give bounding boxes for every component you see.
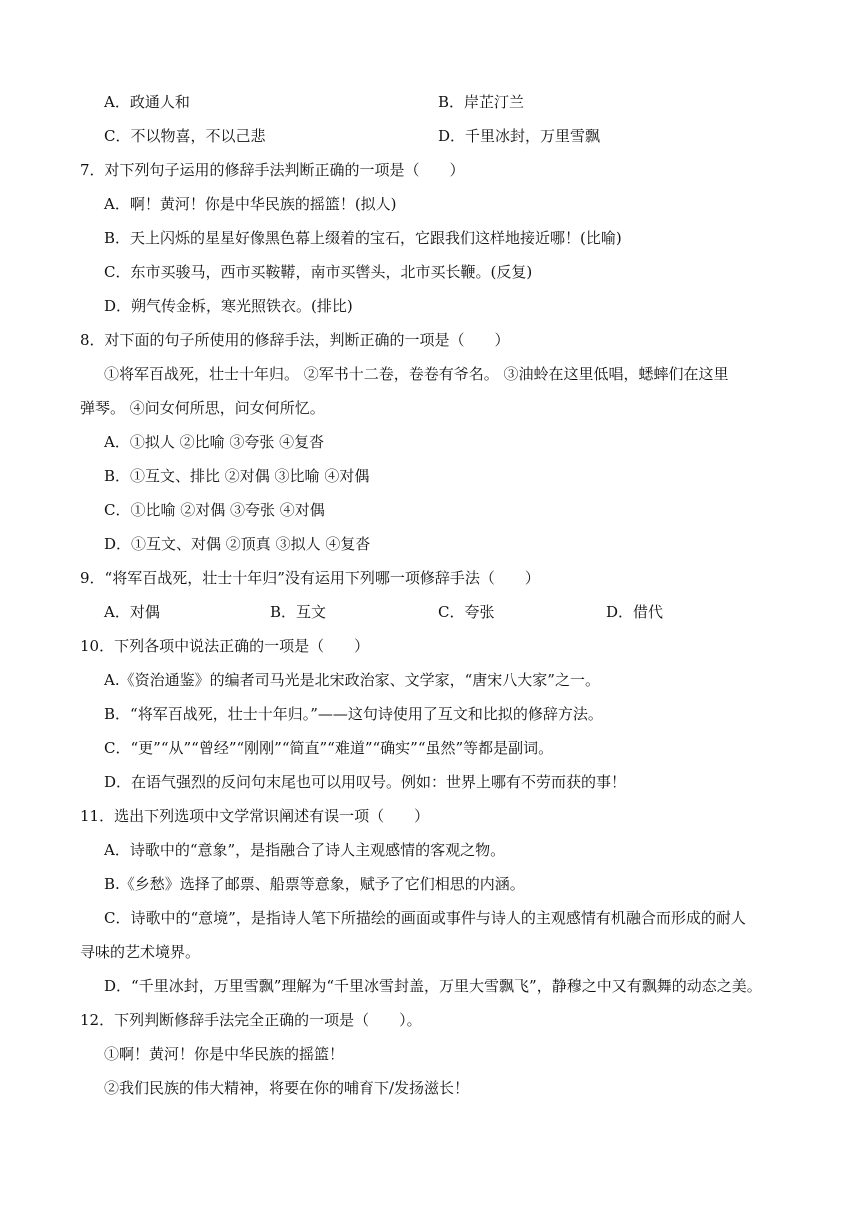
q6-option-b: B．岸芷汀兰 (438, 93, 525, 111)
q8-option-c: C．①比喻 ②对偶 ③夸张 ④对偶 (104, 501, 325, 519)
q8-option-d: D．①互文、对偶 ②顶真 ③拟人 ④复沓 (104, 535, 371, 553)
q9-option-d: D．借代 (606, 603, 664, 621)
question-8-stem: 8．对下面的句子所使用的修辞手法，判断正确的一项是（ ） (80, 331, 510, 349)
q6-option-d: D．千里冰封，万里雪飘 (438, 127, 601, 145)
question-7-stem: 7．对下列句子运用的修辞手法判断正确的一项是（ ） (80, 161, 465, 179)
question-10-stem: 10．下列各项中说法正确的一项是（ ） (80, 637, 370, 655)
q8-option-b: B．①互文、排比 ②对偶 ③比喻 ④对偶 (104, 467, 370, 485)
q7-option-c: C．东市买骏马，西市买鞍鞯，南市买辔头，北市买长鞭。(反复) (104, 263, 533, 281)
q8-option-a: A．①拟人 ②比喻 ③夸张 ④复沓 (104, 433, 325, 451)
q10-option-a: A.《资治通鉴》的编者司马光是北宋政治家、文学家，“唐宋八大家”之一。 (104, 671, 600, 689)
q11-option-c: C．诗歌中的“意境”，是指诗人笔下所描绘的画面或事件与诗人的主观感情有机融合而形成的耐人 (104, 909, 746, 927)
q12-sentence-1: ①啊！黄河！你是中华民族的摇篮！ (104, 1045, 345, 1063)
q10-option-b: B．“将军百战死，壮士十年归。”——这句诗使用了互文和比拟的修辞方法。 (104, 705, 603, 723)
q9-option-c: C．夸张 (438, 603, 495, 621)
q11-option-b: B.《乡愁》选择了邮票、船票等意象，赋予了它们相思的内涵。 (104, 875, 525, 893)
q6-option-a: A．政通人和 (104, 93, 190, 111)
q7-option-b: B．天上闪烁的星星好像黑色幕上缀着的宝石，它跟我们这样地接近哪！(比喻) (104, 229, 622, 247)
q9-option-b: B．互文 (270, 603, 327, 621)
q11-option-c-cont: 寻味的艺术境界。 (80, 943, 201, 961)
question-11-stem: 11．选出下列选项中文学常识阐述有误一项（ ） (80, 807, 430, 825)
q9-option-a: A．对偶 (104, 603, 160, 621)
q8-sentences: ①将军百战死，壮士十年归。 ②军书十二卷，卷卷有爷名。 ③油蛉在这里低唱，蟋蟀们在这里 (104, 365, 729, 383)
q6-option-c: C．不以物喜，不以己悲 (104, 127, 266, 145)
question-9-stem: 9．“将军百战死，壮士十年归”没有运用下列哪一项修辞手法（ ） (80, 569, 540, 587)
q7-option-d: D．朔气传金柝，寒光照铁衣。(排比) (104, 297, 353, 315)
q10-option-c: C．“更”“从”“曾经”“刚刚”“简直”“难道”“确实”“虽然”等都是副词。 (104, 739, 554, 757)
q11-option-d: D．“千里冰封，万里雪飘”理解为“千里冰雪封盖，万里大雪飘飞”，静穆之中又有飘舞的动态之美。 (104, 977, 762, 995)
q8-sentences-cont: 弹琴。 ④问女何所思，问女何所忆。 (80, 399, 325, 417)
q11-option-a: A．诗歌中的“意象”，是指融合了诗人主观感情的客观之物。 (104, 841, 506, 859)
q7-option-a: A．啊！黄河！你是中华民族的摇篮！(拟人) (104, 195, 397, 213)
q10-option-d: D．在语气强烈的反问句末尾也可以用叹号。例如：世界上哪有不劳而获的事！ (104, 773, 627, 791)
question-12-stem: 12．下列判断修辞手法完全正确的一项是（ ）。 (80, 1011, 422, 1029)
q12-sentence-2: ②我们民族的伟大精神，将要在你的哺育下/发扬滋长！ (104, 1079, 470, 1097)
